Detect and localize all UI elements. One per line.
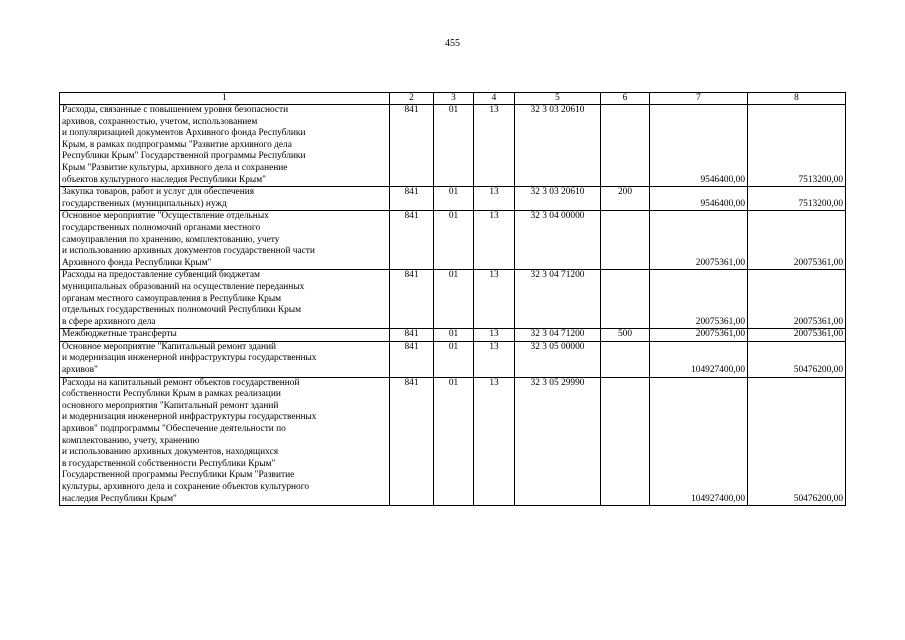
column-header: 6 [601,93,650,105]
section-code: 01 [434,377,474,506]
section-code: 01 [434,341,474,377]
amount-col8: 20075361,00 [748,270,846,329]
amount-col7: 9546400,00 [650,105,748,187]
target-article-code: 32 3 03 20610 [515,187,601,211]
section-code: 01 [434,270,474,329]
amount-col7: 20075361,00 [650,329,748,342]
amount-col7: 20075361,00 [650,211,748,270]
subsection-code: 13 [474,377,515,506]
ministry-code: 841 [390,270,434,329]
target-article-code: 32 3 05 29990 [515,377,601,506]
expense-description: Межбюджетные трансферты [60,329,390,342]
expense-type-code [601,377,650,506]
amount-col8: 50476200,00 [748,377,846,506]
expense-description: Основное мероприятие "Осуществление отдельных государственных полномочий органами местного самоуправления по хранению, комплектованию, учету и использованию архивных документов государственной части Архивного фонда Республики Крым" [60,211,390,270]
column-header: 2 [390,93,434,105]
amount-col8: 20075361,00 [748,329,846,342]
amount-col8: 20075361,00 [748,211,846,270]
ministry-code: 841 [390,187,434,211]
column-number-row [60,93,846,105]
target-article-code: 32 3 04 71200 [515,329,601,342]
expense-type-code [601,105,650,187]
amount-col7: 9546400,00 [650,187,748,211]
subsection-code: 13 [474,187,515,211]
table-row [60,187,846,211]
table-row [60,329,846,342]
section-code: 01 [434,329,474,342]
expense-type-code [601,211,650,270]
column-header: 4 [474,93,515,105]
ministry-code: 841 [390,211,434,270]
expense-description: Расходы, связанные с повышением уровня безопасности архивов, сохранностью, учетом, использованием и популяризацией документов Архивного фонда Республики Крым, в рамках подпрограммы "Развитие архивного дела Республики Крым" Государственной программы Республики Крым "Развитие культуры, архивного дела и сохранение объектов культурного наследия Республики Крым" [60,105,390,187]
column-header: 3 [434,93,474,105]
expense-description: Основное мероприятие "Капитальный ремонт зданий и модернизация инженерной инфраструктуры государственных архивов" [60,341,390,377]
expense-description: Закупка товаров, работ и услуг для обеспечения государственных (муниципальных) нужд [60,187,390,211]
target-article-code: 32 3 03 20610 [515,105,601,187]
table-row [60,270,846,329]
amount-col8: 7513200,00 [748,105,846,187]
subsection-code: 13 [474,341,515,377]
column-header: 1 [60,93,390,105]
ministry-code: 841 [390,377,434,506]
page-number: 455 [445,38,460,49]
budget-table [59,92,846,506]
amount-col7: 104927400,00 [650,377,748,506]
table-row [60,105,846,187]
amount-col8: 50476200,00 [748,341,846,377]
subsection-code: 13 [474,270,515,329]
expense-type-code: 200 [601,187,650,211]
expense-type-code: 500 [601,329,650,342]
expense-description: Расходы на предоставление субвенций бюджетам муниципальных образований на осуществление переданных органам местного самоуправления в Республике Крым отдельных государственных полномочий Республики Крым в сфере архивного дела [60,270,390,329]
section-code: 01 [434,211,474,270]
amount-col7: 104927400,00 [650,341,748,377]
table-row [60,211,846,270]
target-article-code: 32 3 04 00000 [515,211,601,270]
ministry-code: 841 [390,105,434,187]
expense-description: Расходы на капитальный ремонт объектов государственной собственности Республики Крым в рамках реализации основного мероприятия "Капитальный ремонт зданий и модернизация инженерной инфраструктуры государственных архивов" подпрограммы "Обеспечение деятельности по комплектованию, учету, хранению и использованию архивных документов, находящихся в государственной собственности Республики Крым" Государственной программы Республики Крым "Развитие культуры, архивного дела и сохранение объектов культурного наследия Республики Крым" [60,377,390,506]
target-article-code: 32 3 04 71200 [515,270,601,329]
subsection-code: 13 [474,329,515,342]
section-code: 01 [434,187,474,211]
subsection-code: 13 [474,211,515,270]
target-article-code: 32 3 05 00000 [515,341,601,377]
table-row [60,377,846,506]
ministry-code: 841 [390,341,434,377]
column-header: 8 [748,93,846,105]
column-header: 7 [650,93,748,105]
column-header: 5 [515,93,601,105]
expense-type-code [601,341,650,377]
amount-col8: 7513200,00 [748,187,846,211]
amount-col7: 20075361,00 [650,270,748,329]
table-row [60,341,846,377]
expense-type-code [601,270,650,329]
section-code: 01 [434,105,474,187]
ministry-code: 841 [390,329,434,342]
subsection-code: 13 [474,105,515,187]
